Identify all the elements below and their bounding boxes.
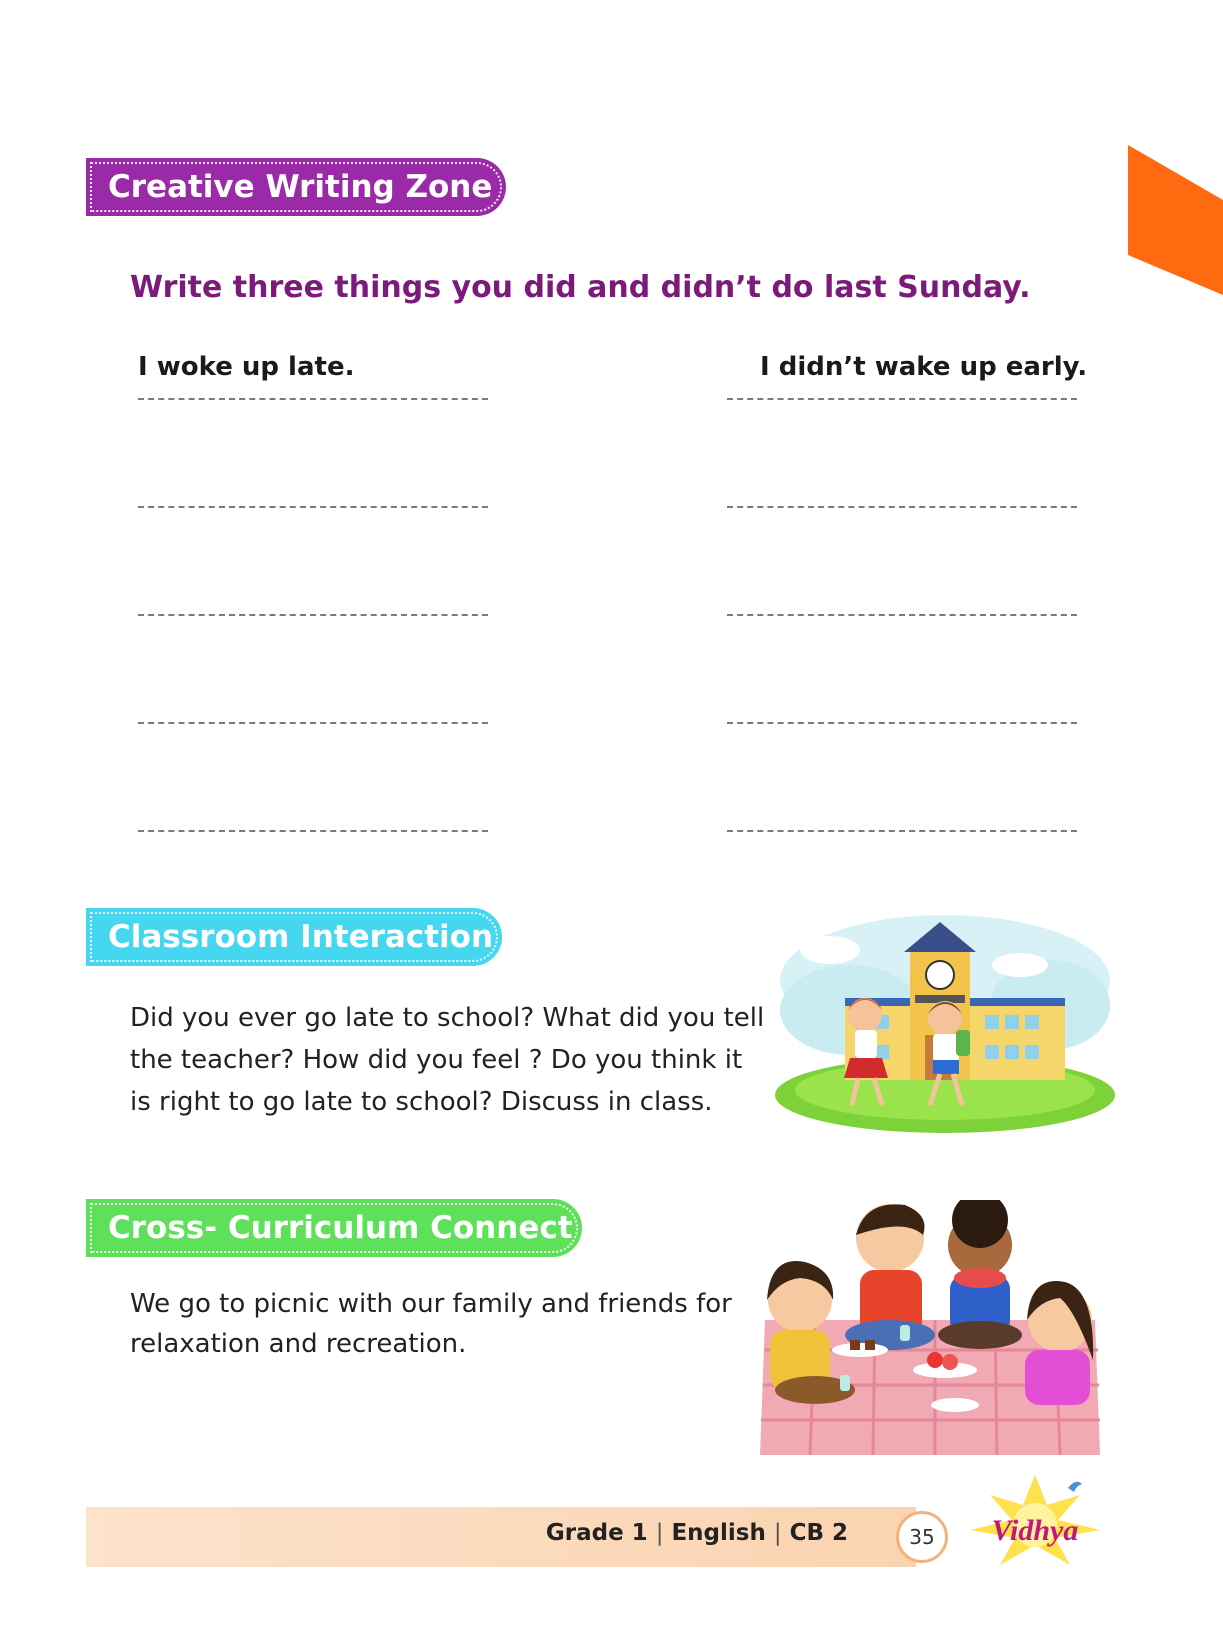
orange-side-tab: [1128, 145, 1223, 295]
writing-line-left-5[interactable]: [138, 830, 488, 832]
writing-line-left-1[interactable]: [138, 398, 488, 400]
classroom-interaction-banner: [86, 908, 502, 966]
writing-line-right-3[interactable]: [727, 614, 1077, 616]
classroom-text: Did you ever go late to school? What did you tell the teacher? How did you feel ? Do you think it is right to go late to school? Discuss in class.: [130, 1003, 765, 1117]
footer-book: CB 2: [789, 1520, 848, 1546]
creative-writing-banner: [86, 158, 506, 216]
writing-prompt: Write three things you did and didn’t do last Sunday.: [130, 270, 1031, 305]
cross-curriculum-text: We go to picnic with our family and friends for relaxation and recreation.: [130, 1289, 732, 1359]
writing-line-left-4[interactable]: [138, 722, 488, 724]
creative-writing-title: Creative Writing Zone: [108, 169, 493, 205]
picnic-children-illustration: [755, 1200, 1100, 1460]
page-number: 35: [896, 1511, 948, 1563]
cross-curriculum-title: Cross- Curriculum Connect: [108, 1210, 573, 1246]
footer-subject: English: [671, 1520, 766, 1546]
writing-line-left-3[interactable]: [138, 614, 488, 616]
writing-line-right-5[interactable]: [727, 830, 1077, 832]
writing-line-right-4[interactable]: [727, 722, 1077, 724]
example-did: I woke up late.: [138, 352, 355, 382]
classroom-interaction-title: Classroom Interaction: [108, 919, 494, 955]
vidhya-logo: [950, 1470, 1120, 1570]
writing-line-right-2[interactable]: [727, 506, 1077, 508]
writing-line-left-2[interactable]: [138, 506, 488, 508]
footer-info: Grade 1 | English | CB 2: [545, 1520, 848, 1546]
example-didnt: I didn’t wake up early.: [760, 352, 1088, 382]
school-children-illustration: [770, 910, 1115, 1135]
cross-curriculum-banner: [86, 1199, 582, 1257]
footer-grade: Grade 1: [545, 1520, 648, 1546]
writing-line-right-1[interactable]: [727, 398, 1077, 400]
vidhya-logo-text: Vidhya: [991, 1514, 1079, 1547]
